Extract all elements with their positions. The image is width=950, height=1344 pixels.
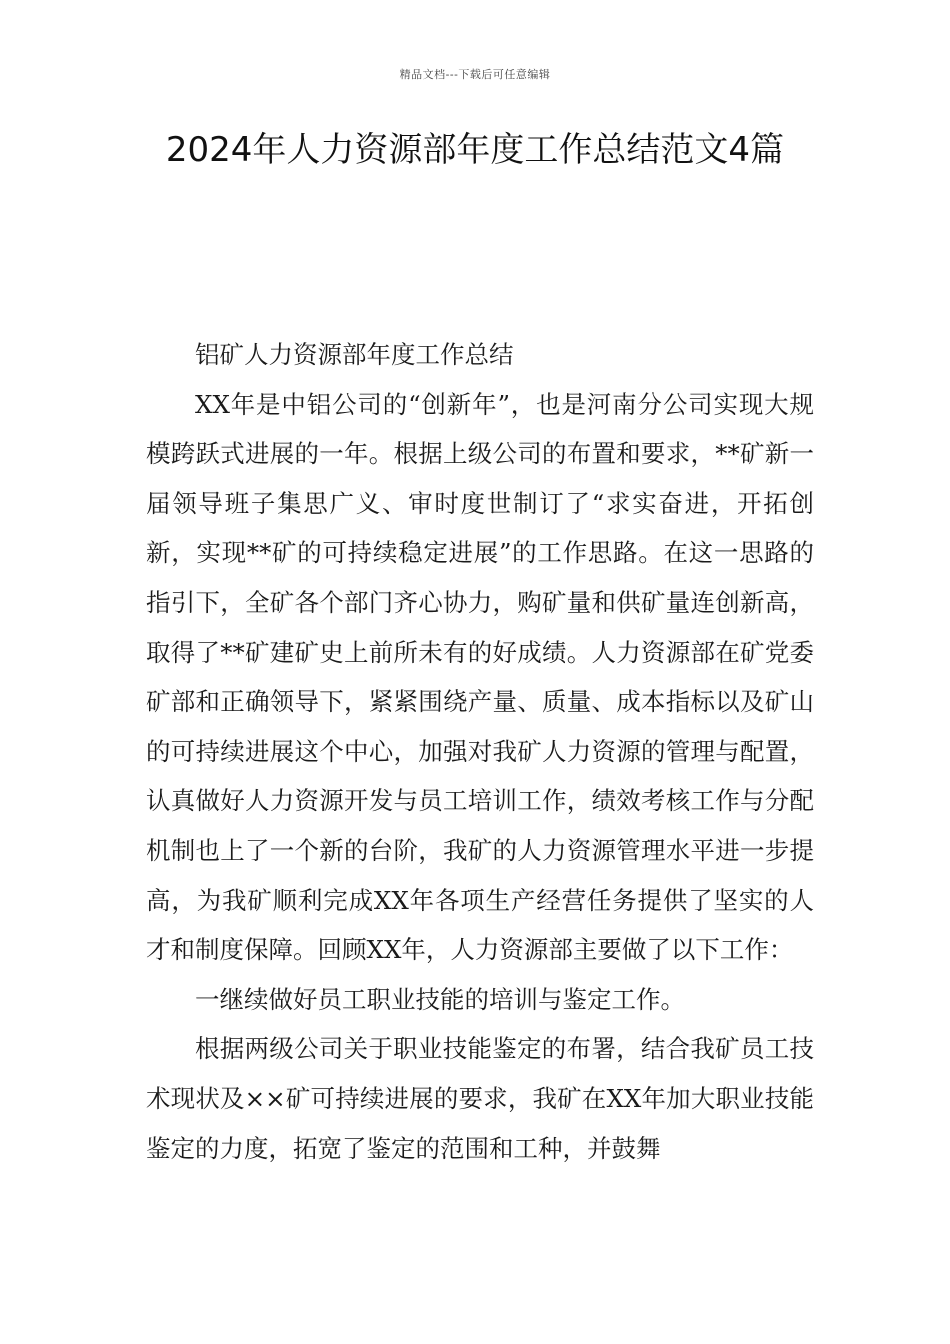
section-heading: 铝矿人力资源部年度工作总结 <box>195 340 514 369</box>
body-paragraph: XX年是中铝公司的“创新年”，也是河南分公司实现大规模跨跃式进展的一年。根据上级公司的布置和要求，**矿新一届领导班子集思广义、审时度世制订了“求实奋进，开拓创新，实现**矿的可持续稳定进展”的工作思路。在这一思路的指引下，全矿各个部门齐心协力，购矿量和供矿量连创新高，取得了**矿建矿史上前所未有的好成绩。人力资源部在矿党委矿部和正确领导下，紧紧围绕产量、质量、成本指标以及矿山的可持续进展这个中心，加强对我矿人力资源的管理与配置，认真做好人力资源开发与员工培训工作，绩效考核工作与分配机制也上了一个新的台阶，我矿的人力资源管理水平进一步提高，为我矿顺利完成XX年各项生产经营任务提供了坚实的人才和制度保障。回顾XX年，人力资源部主要做了以下工作： <box>146 389 814 965</box>
document-header-note: 精品文档---下载后可任意编辑 <box>399 68 551 81</box>
subsection-heading: 一继续做好员工职业技能的培训与鉴定工作。 <box>195 984 685 1014</box>
document-body <box>146 330 814 1173</box>
body-paragraph: 根据两级公司关于职业技能鉴定的布署，结合我矿员工技术现状及××矿可持续进展的要求，我矿在XX年加大职业技能鉴定的力度，拓宽了鉴定的范围和工种，并鼓舞 <box>146 1034 814 1163</box>
document-title: 2024年人力资源部年度工作总结范文4篇 <box>165 130 785 170</box>
